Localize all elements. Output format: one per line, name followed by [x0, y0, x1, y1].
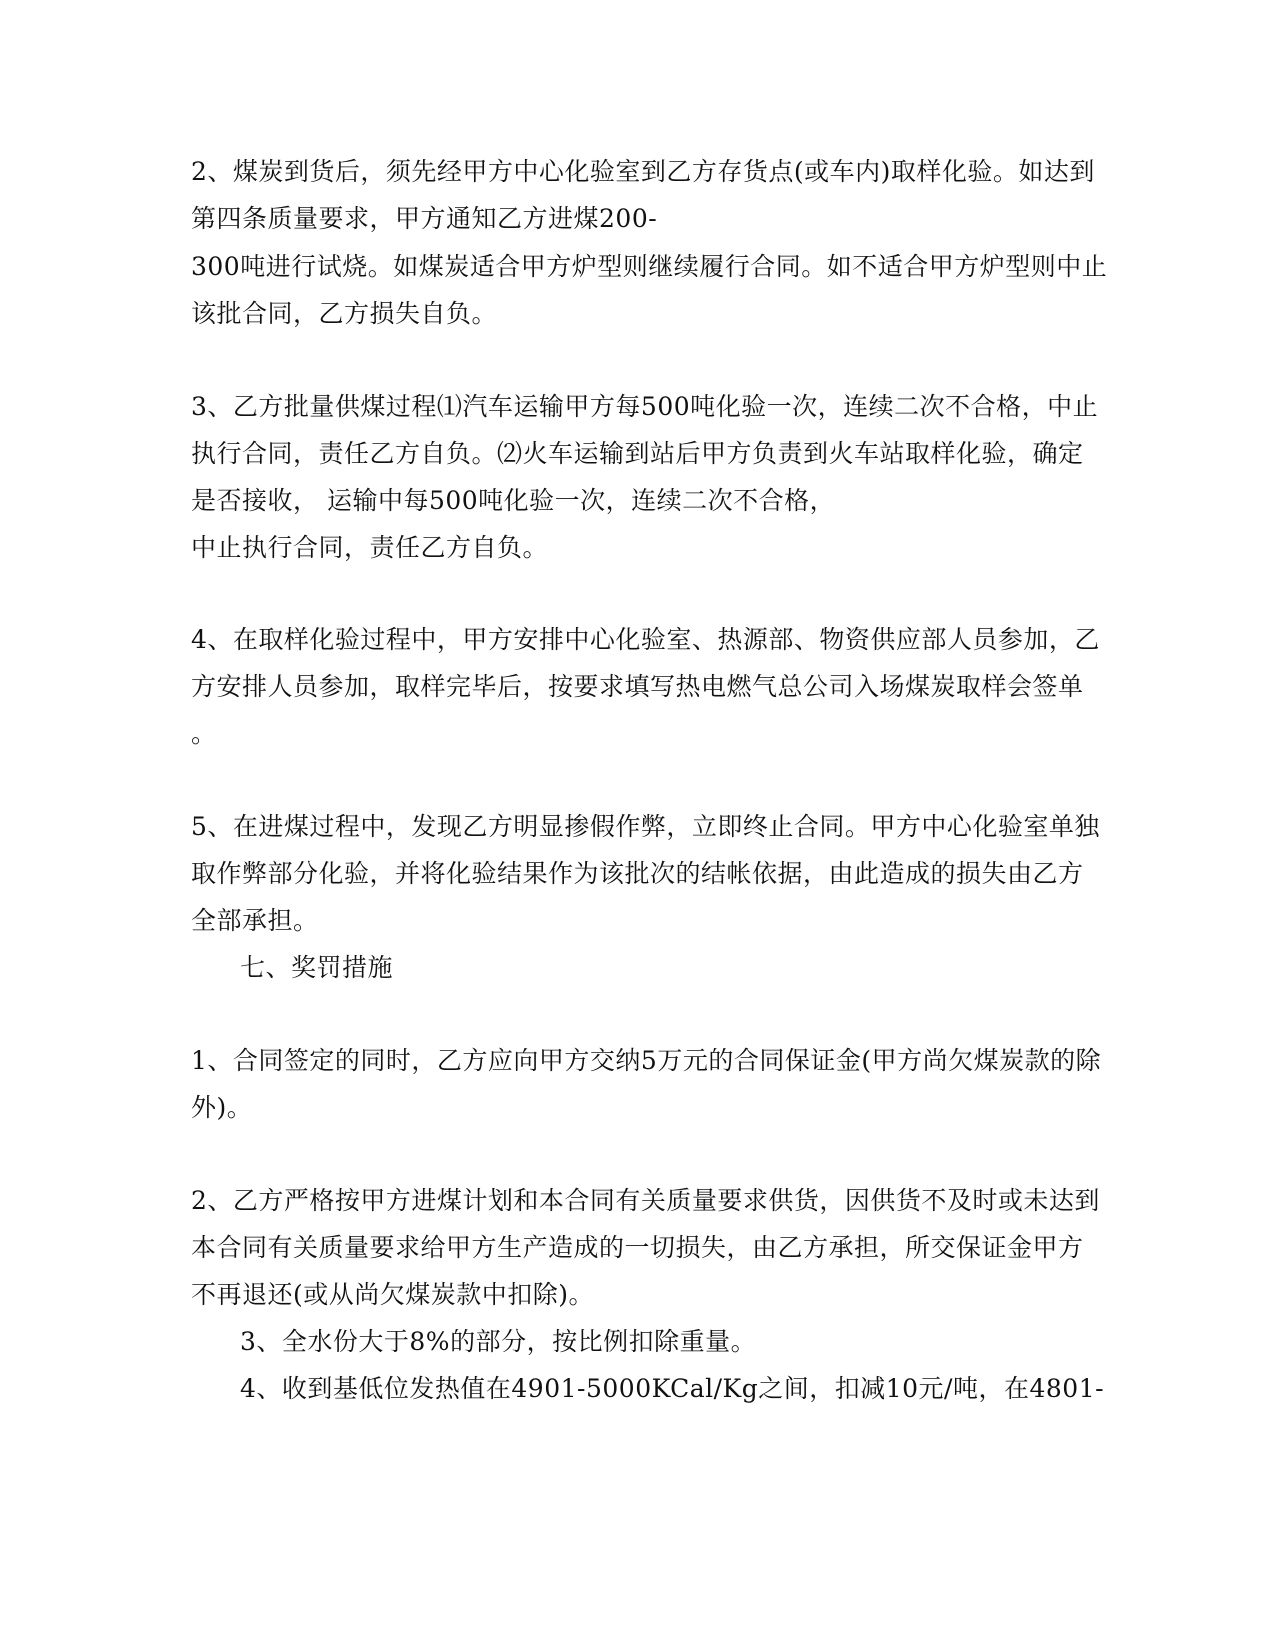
text-line: 本合同有关质量要求给甲方生产造成的一切损失，由乙方承担，所交保证金甲方: [191, 1233, 1084, 1262]
text-line: 3、全水份大于8%的部分，按比例扣除重量。: [240, 1327, 757, 1356]
text-line: 该批合同，乙方损失自负。: [191, 299, 498, 328]
section-heading: 七、奖罚措施: [240, 953, 394, 982]
text-line: 300吨进行试烧。如煤炭适合甲方炉型则继续履行合同。如不适合甲方炉型则中止: [191, 252, 1108, 281]
text-line: 4、在取样化验过程中，甲方安排中心化验室、热源部、物资供应部人员参加，乙: [191, 625, 1100, 654]
text-line: 1、合同签定的同时，乙方应向甲方交纳5万元的合同保证金(甲方尚欠煤炭款的除: [191, 1046, 1102, 1075]
text-line: 5、在进煤过程中，发现乙方明显掺假作弊，立即终止合同。甲方中心化验室单独: [191, 812, 1100, 841]
text-line: 3、乙方批量供煤过程⑴汽车运输甲方每500吨化验一次，连续二次不合格，中止: [191, 392, 1099, 421]
text-line: 2、煤炭到货后，须先经甲方中心化验室到乙方存货点(或车内)取样化验。如达到: [191, 157, 1095, 186]
text-line: 全部承担。: [191, 906, 319, 935]
text-line: 4、收到基低位发热值在4901-5000KCal/Kg之间，扣减10元/吨，在4801-: [240, 1374, 1105, 1403]
text-line: 取作弊部分化验，并将化验结果作为该批次的结帐依据，由此造成的损失由乙方: [191, 859, 1084, 888]
text-line: 2、乙方严格按甲方进煤计划和本合同有关质量要求供货，因供货不及时或未达到: [191, 1186, 1100, 1215]
text-line: 执行合同，责任乙方自负。⑵火车运输到站后甲方负责到火车站取样化验，确定: [191, 439, 1084, 468]
text-line: 不再退还(或从尚欠煤炭款中扣除)。: [191, 1280, 595, 1309]
text-line: 方安排人员参加，取样完毕后，按要求填写热电燃气总公司入场煤炭取样会签单: [191, 672, 1084, 701]
text-line: 是否接收， 运输中每500吨化验一次，连续二次不合格，: [191, 486, 836, 515]
text-line: 。: [191, 719, 217, 748]
text-line: 第四条质量要求，甲方通知乙方进煤200-: [191, 204, 658, 233]
text-line: 中止执行合同，责任乙方自负。: [191, 533, 549, 562]
text-line: 外)。: [191, 1093, 253, 1122]
